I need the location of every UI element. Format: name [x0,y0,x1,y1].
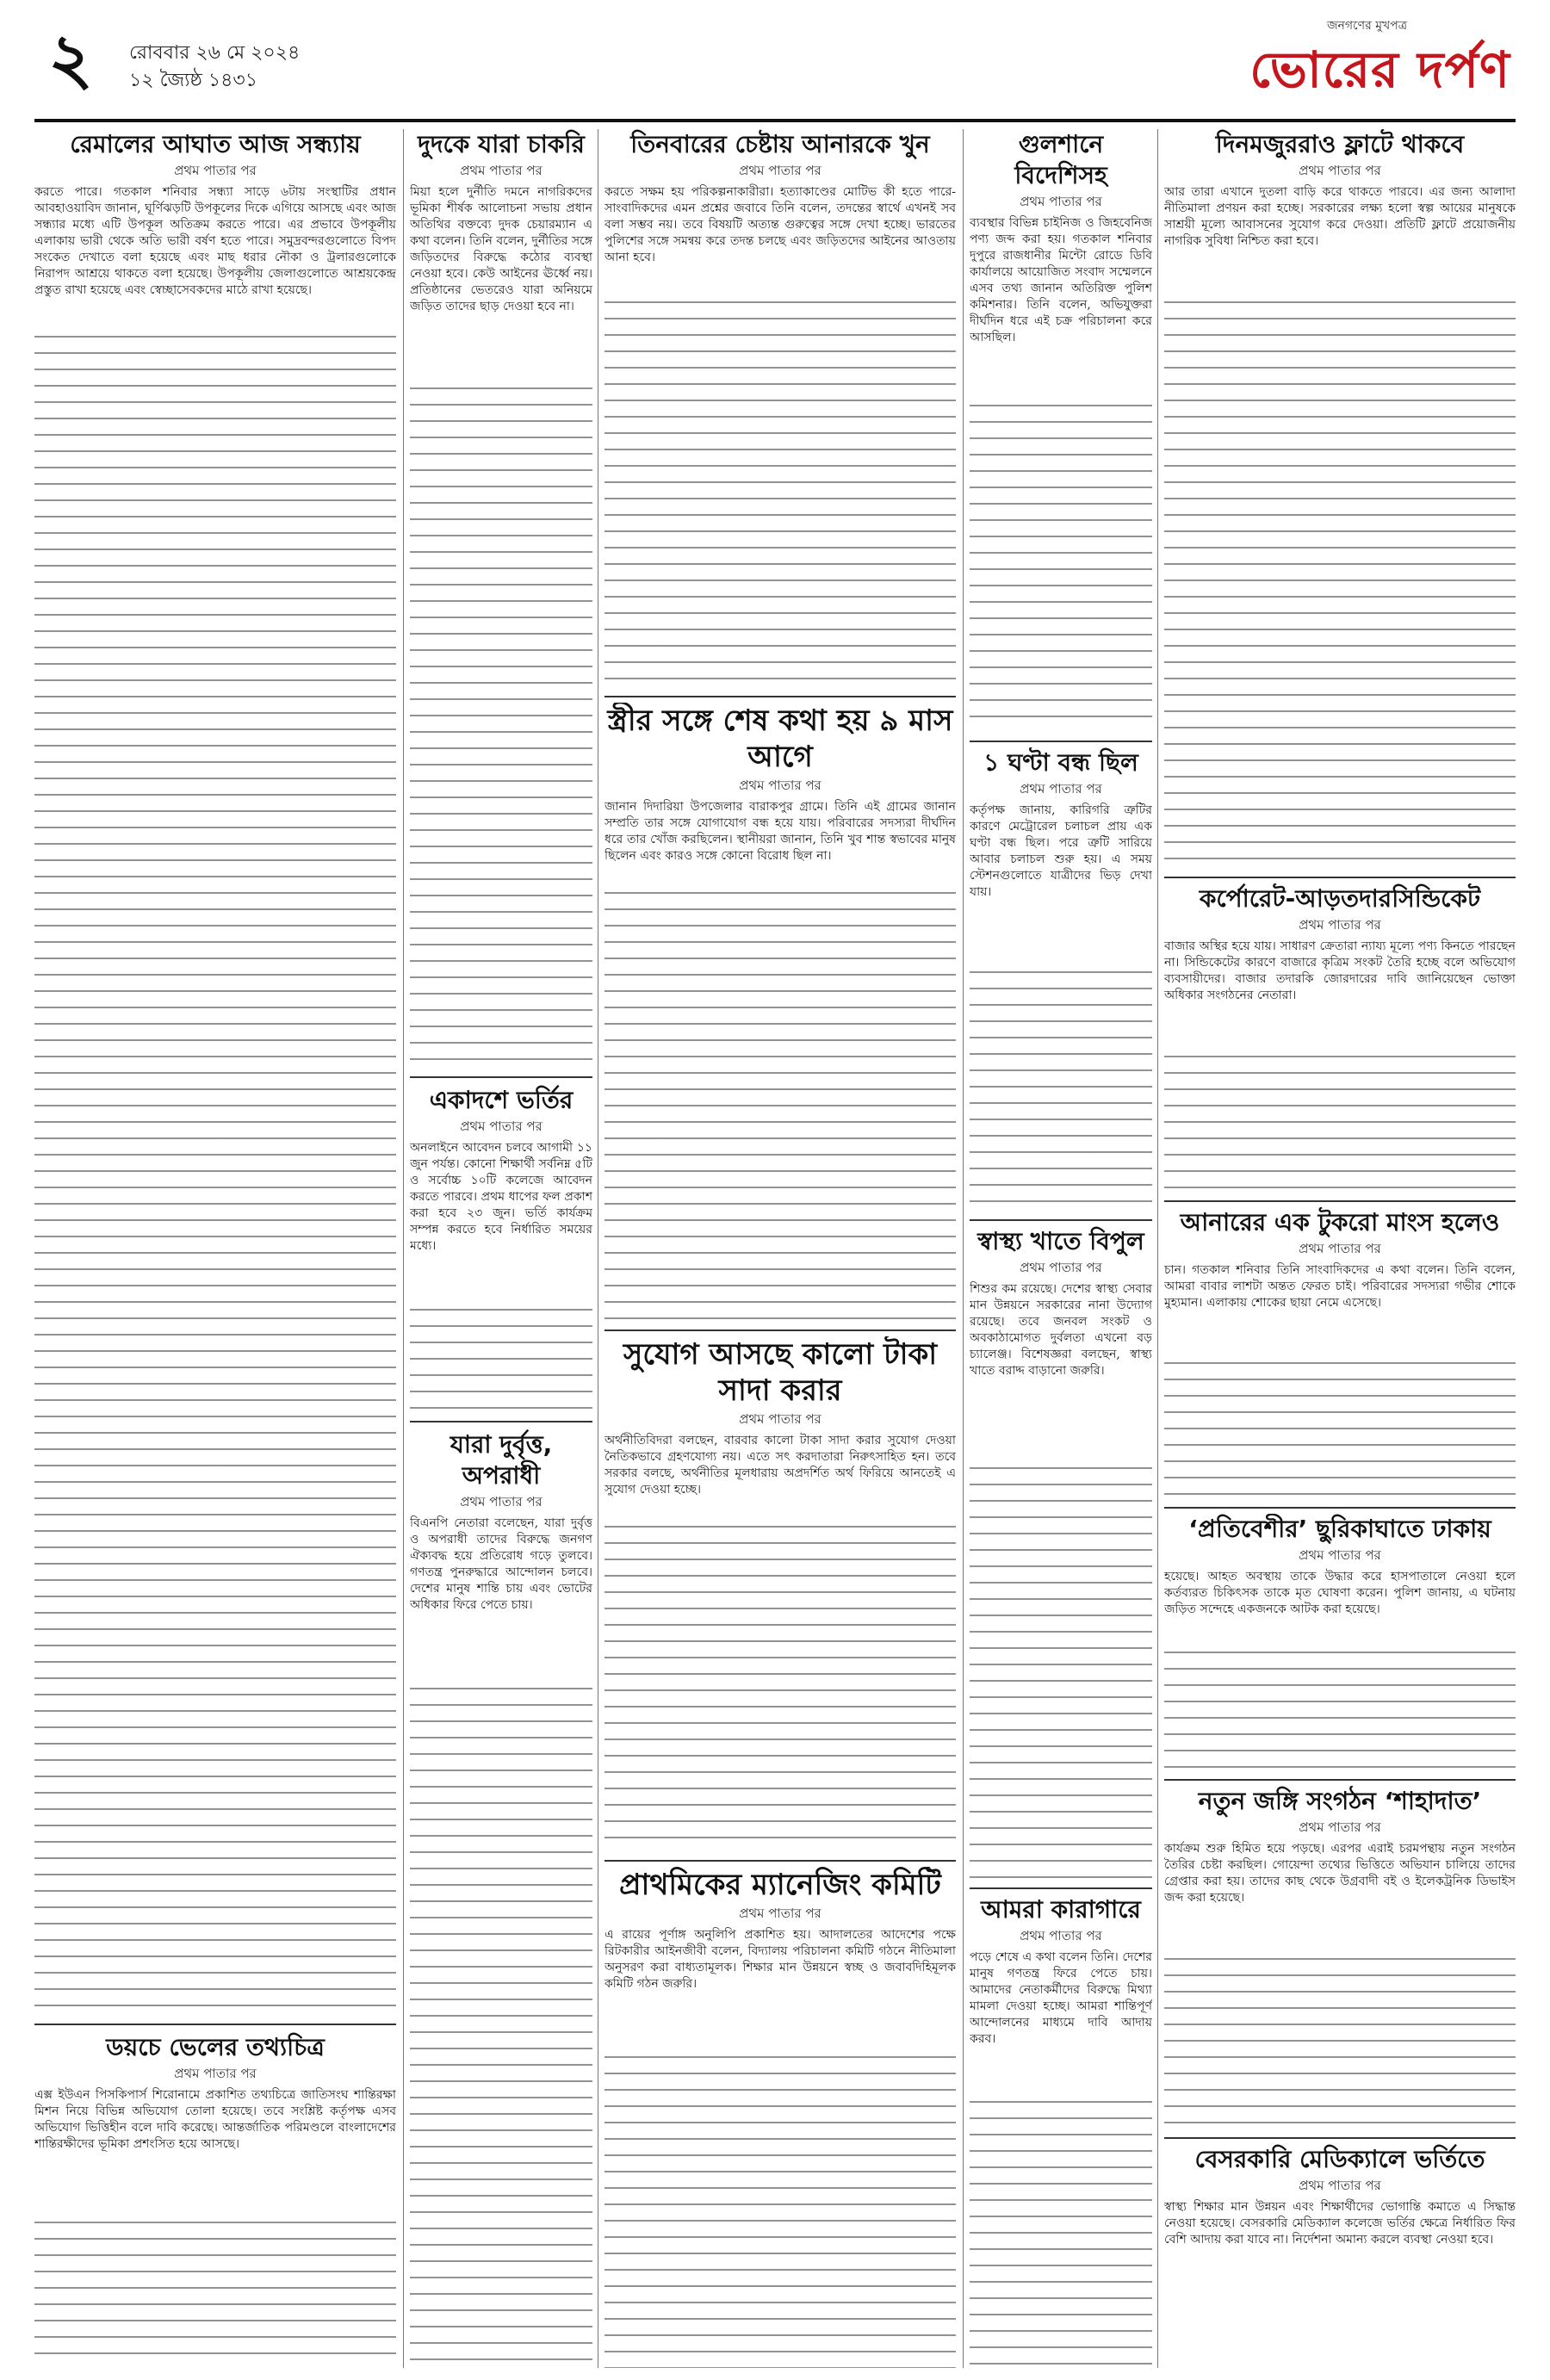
subline: প্রথম পাতার পর [174,163,257,178]
headline: রেমালের আঘাত আজ সন্ধ্যায় [70,130,361,158]
section-rule [1164,2137,1516,2139]
subline: প্রথম পাতার পর [1299,163,1381,178]
section-rule [970,1887,1152,1889]
article-vokshel [34,2032,396,2368]
column-divider [1157,129,1158,2368]
section-rule [604,696,956,697]
article-ekadosh [410,1085,592,1412]
article-body: বাজার অস্থির হয়ে যায়। সাধারণ ক্রেতারা ন্যায্য মূল্যে পণ্য কিনতে পারছেন না। সিন্ডিকেটের কারণে বাজারে কৃত্রিম সংকট তৈরি হচ্ছে বলে অভিযোগ ব্যবসায়ীদের। বাজার তদারকি জোরদারের দাবি জানিয়েছেন ভোক্তা অধিকার সংগঠনের নেতারা। [1164,939,1516,1002]
headline: দুদকে যারা চাকরি [418,130,585,158]
article-body: চান। গতকাল শনিবার তিনি সাংবাদিকদের এ কথা বলেন। তিনি বলেন, আমরা বাবার লাশটা অন্তত ফেরত চাই। পরিবারের সদস্যরা গভীর শোকে মুহ্যমান। এলাকায় শোকের ছায়া নেমে এসেছে। [1164,1263,1516,1310]
text-lines [1164,1652,1516,1772]
text-lines [970,1467,1152,1881]
subline: প্রথম পাতার পর [174,2066,257,2081]
subline: প্রথম পাতার পর [1020,194,1102,209]
date-block [129,40,300,95]
article-body: অর্থনীতিবিদরা বলছেন, বারবার কালো টাকা সাদা করার সুযোগ দেওয়া নৈতিকভাবে গ্রহণযোগ্য নয়। এতে সৎ করদাতারা নিরুৎসাহিত হন। তবে সরকার বলছে, অর্থনীতির মূলধারায় অপ্রদর্শিত অর্থ ফিরিয়ে আনতেই এ সুযোগ দেওয়া হচ্ছে। [604,1434,956,1497]
subline: প্রথম পাতার পর [1020,1260,1102,1275]
text-lines [970,2101,1152,2368]
article-body: অনলাইনে আবেদন চলবে আগামী ১১ জুন পর্যন্ত। কোনো শিক্ষার্থী সর্বনিম্ন ৫টি ও সর্বোচ্চ ১০টি কলেজে আবেদন করতে পারবে। প্রথম ধাপের ফল প্রকাশ করা হবে ২৩ জুন। ভর্তি কার্যক্রম সম্পন্ন করতে হবে নির্ধারিত সময়ের মধ্যে। [410,1141,592,1253]
text-lines [34,2222,396,2368]
subline: প্রথম পাতার পর [460,1494,542,1509]
headline: ডয়চে ভেলের তথ্যচিত্র [106,2033,325,2061]
headline: যারা দুর্বৃত্ত, অপরাধী [450,1430,553,1490]
text-lines [970,971,1152,1212]
subline: প্রথম পাতার পর [739,163,822,178]
text-lines [970,405,1152,732]
article-body: স্বাস্থ্য শিক্ষার মান উন্নয়ন এবং শিক্ষার্থীদের ভোগান্তি কমাতে এ সিদ্ধান্ত নেওয়া হয়েছে। বেসরকারি মেডিক্যাল কলেজে ভর্তির ক্ষেত্রে নির্ধারিত ফির বেশি আদায় করা যাবে না। নির্দেশনা অমান্য করলে ব্যবস্থা নেওয়া হবে। [1164,2200,1516,2247]
subline: প্রথম পাতার পর [1299,917,1381,933]
article-medical [1164,2144,1516,2368]
text-lines [410,387,592,1068]
subline: প্রথম পাতার পর [1299,1547,1381,1563]
section-rule [1164,877,1516,878]
article-durbritto [410,1429,592,2368]
headline: একাদশে ভর্তির [429,1086,574,1114]
section-rule [970,741,1152,742]
section-rule [970,1219,1152,1221]
article-protibeshi [1164,1514,1516,1772]
section-rule [410,1076,592,1078]
text-lines [1164,301,1516,870]
article-remal [34,129,396,2015]
text-lines [604,301,956,689]
article-body: এ রায়ের পূর্ণাঙ্গ অনুলিপি প্রকাশিত হয়। আদালতের আদেশের পক্ষে রিটকারীর আইনজীবী বলেন, বিদ্যালয় পরিচালনা কমিটি গঠনে নীতিমালা অনুসরণ করা বাধ্যতামূলক। শিক্ষার মান উন্নয়নে স্বচ্ছ ও জবাবদিহিমূলক কমিটি গঠন জরুরি। [604,1928,956,1991]
article-body: হয়েছে। আহত অবস্থায় তাকে উদ্ধার করে হাসপাতালে নেওয়া হলে কর্তব্যরত চিকিৎসক তাকে মৃত ঘোষণা করেন। পুলিশ জানায়, এ ঘটনায় জড়িত সন্দেহে একজনকে আটক করা হয়েছে। [1164,1570,1516,1616]
section-rule [1164,1200,1516,1202]
article-body: কর্তৃপক্ষ জানায়, কারিগরি ত্রুটির কারণে মেট্রোরেল চলাচল প্রায় এক ঘণ্টা বন্ধ ছিল। পরে ত্রুটি সারিয়ে আবার চলাচল শুরু হয়। এ সময় স্টেশনগুলোতে যাত্রীদের ভিড় দেখা যায়। [970,803,1152,899]
headline: স্বাস্থ্য খাতে বিপুল [977,1227,1144,1255]
headline: প্রাথমিকের ম্যানেজিং কমিটি [619,1868,941,1902]
article-dinmojur [1164,129,1516,870]
column-divider [403,129,404,2368]
article-stri [604,703,956,1323]
text-lines [604,892,956,1323]
headline: বেসরকারি মেডিক্যালে ভর্তিতে [1194,2145,1485,2173]
article-mangsho [1164,1207,1516,1500]
article-body: করতে সক্ষম হয় পরিকল্পনাকারীরা। হত্যাকাণ্ডের মোটিভ কী হতে পারে- সাংবাদিকদের এমন প্রশ্নের জবাবে তিনি বলেন, তদন্তের স্বার্থে এখনই সব বলা সম্ভব নয়। তবে বিষয়টি অত্যন্ত গুরুত্বের সঙ্গে দেখা হচ্ছে। ভারতের পুলিশের সঙ্গে সমন্বয় করে তদন্ত চলছে এবং জড়িতদের আইনের আওতায় আনা হবে। [604,185,956,264]
text-lines [410,1688,592,2368]
subline: প্রথম পাতার পর [739,778,822,793]
article-shahadat [1164,1786,1516,2130]
text-lines [604,2056,956,2368]
page-number: ২ [48,18,94,99]
article-tinbar [604,129,956,689]
article-kalo-taka [604,1336,956,1853]
article-dudok [410,129,592,1068]
article-body: ব্যবস্থার বিভিন্ন চাইনিজ ও জিহবেনিজ পণ্য জব্দ করা হয়। গতকাল শনিবার দুপুরে রাজধানীর মিন্টো রোডে ডিবি কার্যালয়ে আয়োজিত সংবাদ সম্মেলনে এসব তথ্য জানান অতিরিক্ত পুলিশ কমিশনার। তিনি বলেন, অভিযুক্তরা দীর্ঘদিন ধরে এই চক্র পরিচালনা করে আসছিল। [970,216,1152,344]
article-body: আর তারা এখানে দুতলা বাড়ি করে থাকতে পারবে। এর জন্য আলাদা নীতিমালা প্রণয়ন করা হচ্ছে। সরকারের লক্ষ্য হলো স্বল্প আয়ের মানুষকে সাশ্রয়ী মূল্যে আবাসনের সুযোগ করে দেওয়া। প্রতিটি ফ্লাটে প্রয়োজনীয় নাগরিক সুবিধা নিশ্চিত করা হবে। [1164,185,1516,248]
article-body: করতে পারে। গতকাল শনিবার সন্ধ্যা সাড়ে ৬টায় সংস্থাটির প্রধান আবহাওয়াবিদ জানান, ঘূর্ণিঝড়টি উপকূলের দিকে এগিয়ে আসছে এবং আজ সন্ধ্যার মধ্যে এটি উপকূল অতিক্রম করতে পারে। এর প্রভাবে উপকূলীয় এলাকায় ভারী থেকে অতি ভারী বর্ষণ হতে পারে। সমুদ্রবন্দরগুলোতে বিপদ সংকেত দেখাতে বলা হয়েছে এবং মাছ ধরার নৌকা ও ট্রলারগুলোকে নিরাপদ আশ্রয়ে থাকতে বলা হয়েছে। উপকূলীয় জেলাগুলোতে আশ্রয়কেন্দ্র প্রস্তুত রাখা হয়েছে এবং স্বেচ্ছাসেবকদের মাঠে রাখা হয়েছে। [34,185,396,297]
newspaper-logo [1218,15,1510,110]
headline: কর্পোরেট-আড়তদারসিন্ডিকেট [1199,884,1481,913]
article-body: বিএনপি নেতারা বলেছেন, যারা দুর্বৃত্ত ও অপরাধী তাদের বিরুদ্ধে জনগণ ঐক্যবদ্ধ হয়ে প্রতিরোধ গড়ে তুলবে। গণতন্ত্র পুনরুদ্ধারে আন্দোলন চলবে। দেশের মানুষ শান্তি চায় এবং ভোটের অধিকার ফিরে পেতে চায়। [410,1516,592,1612]
logo-text: ভোরের দর্পণ [1249,40,1510,99]
section-rule [410,1421,592,1422]
subline: প্রথম পাতার পর [1020,1928,1102,1943]
headline: তিনবারের চেষ্টায় আনারকে খুন [630,130,930,158]
article-body: জানান দিদারিয়া উপজেলার বারাকপুর গ্রামে। তিনি এই গ্রামের জানান সম্প্রতি তার সঙ্গে যোগাযোগ বন্ধ হয়ে যায়। পরিবারের সদস্যরা দীর্ঘদিন ধরে তার খোঁজ করছিলেন। স্থানীয়রা জানান, তিনি খুব শান্ত স্বভাবের মানুষ ছিলেন এবং কারও সঙ্গে কোনো বিরোধ ছিল না। [604,800,956,863]
section-rule [1164,1507,1516,1509]
text-lines [604,1526,956,1853]
subline: প্রথম পাতার পর [1299,1241,1381,1256]
text-lines [1164,1056,1516,1193]
text-lines [34,336,396,2015]
article-prathomik [604,1867,956,2368]
logo-tagline: জনগণের মুখপত্র [1326,19,1407,33]
headline: দিনমজুররাও ফ্লাটে থাকবে [1215,130,1465,158]
subline: প্রথম পাতার পর [739,1906,822,1921]
section-rule [34,2024,396,2025]
article-swasthya [970,1226,1152,1881]
subline: প্রথম পাতার পর [1299,2178,1381,2193]
subline: প্রথম পাতার পর [739,1411,822,1427]
headline: স্ত্রীর সঙ্গে শেষ কথা হয় ৯ মাস আগে [607,703,953,774]
headline: ‘প্রতিবেশীর’ ছুরিকাঘাতে ঢাকায় [1188,1515,1491,1543]
headline: সুযোগ আসছে কালো টাকা সাদা করার [623,1337,938,1408]
headline: আমরা কারাগারে [981,1895,1141,1924]
section-rule [1164,1779,1516,1781]
headline: ১ ঘণ্টা বন্ধ ছিল [983,748,1138,777]
article-body: মিয়া হলে দুর্নীতি দমনে নাগরিকদের ভূমিকা শীর্ষক আলোচনা সভায় প্রধান অতিথির বক্তব্যে দুদক চেয়ারম্যান এ কথা বলেন। তিনি বলেন, দুর্নীতির সঙ্গে জড়িতদের বিরুদ্ধে কঠোর ব্যবস্থা নেওয়া হবে। কেউ আইনের ঊর্ধ্বে নয়। প্রতিষ্ঠানের ভেতরেও যারা অনিয়মে জড়িত তাদের ছাড় দেওয়া হবে না। [410,185,592,313]
column-divider [963,129,964,2368]
article-karagare [970,1894,1152,2368]
text-lines [410,1309,592,1412]
subline: প্রথম পাতার পর [1299,1819,1381,1835]
date-gregorian: রোববার ২৬ মে ২০২৪ [129,42,301,64]
text-lines [1164,1958,1516,2130]
headline: আনারের এক টুকরো মাংস হলেও [1180,1208,1500,1236]
article-corporate [1164,883,1516,1193]
masthead-rule [34,119,1516,122]
headline: গুলশানে বিদেশিসহ [1014,130,1107,189]
section-rule [604,1329,956,1331]
article-body: এক্স ইউএন পিসকিপার্স শিরোনামে প্রকাশিত তথ্যচিত্রে জাতিসংঘ শান্তিরক্ষা মিশন নিয়ে বিভিন্ন অভিযোগ তোলা হয়েছে। তবে সংশ্লিষ্ট কর্তৃপক্ষ এসব অভিযোগ ভিত্তিহীন বলে দাবি করেছে। আন্তর্জাতিক পরিমণ্ডলে বাংলাদেশের শান্তিরক্ষীদের ভূমিকা প্রশংসিত হয়ে আসছে। [34,2088,396,2151]
article-body: কার্যক্রম শুরু হিমিত হয়ে পড়ছে। এরপর এরাই চরমপন্থায় নতুন সংগঠন তৈরির চেষ্টা করছিল। গোয়েন্দা তথ্যের ভিত্তিতে অভিযান চালিয়ে তাদের গ্রেপ্তার করা হয়। তাদের কাছ থেকে উগ্রবাদী বই ও ইলেকট্রনিক ডিভাইস জব্দ করা হয়েছে। [1164,1842,1516,1905]
date-bengali: ১২ জ্যৈষ্ঠ ১৪৩১ [129,70,257,91]
subline: প্রথম পাতার পর [460,163,542,178]
article-body: শিশুর কম রয়েছে। দেশের স্বাস্থ্য সেবার মান উন্নয়নে সরকারের নানা উদ্যোগ রয়েছে। তবে জনবল সংকট ও অবকাঠামোগত দুর্বলতা এখনো বড় চ্যালেঞ্জ। বিশেষজ্ঞরা বলছেন, স্বাস্থ্য খাতে বরাদ্দ বাড়ানো জরুরি। [970,1282,1152,1378]
article-ghonta [970,747,1152,1212]
text-lines [1164,1362,1516,1500]
masthead [0,0,1550,121]
subline: প্রথম পাতার পর [460,1119,542,1134]
article-body: পড়ে শেষে এ কথা বলেন তিনি। দেশের মানুষ গণতন্ত্র ফিরে পেতে চায়। আমাদের নেতাকর্মীদের বিরুদ্ধে মিথ্যা মামলা দেওয়া হচ্ছে। আমরা শান্তিপূর্ণ আন্দোলনের মাধ্যমে দাবি আদায় করব। [970,1950,1152,2046]
article-gulshan [970,129,1152,732]
headline: নতুন জঙ্গি সংগঠন ‘শাহাদাত’ [1198,1787,1482,1815]
section-rule [604,1860,956,1862]
subline: প্রথম পাতার পর [1020,781,1102,796]
